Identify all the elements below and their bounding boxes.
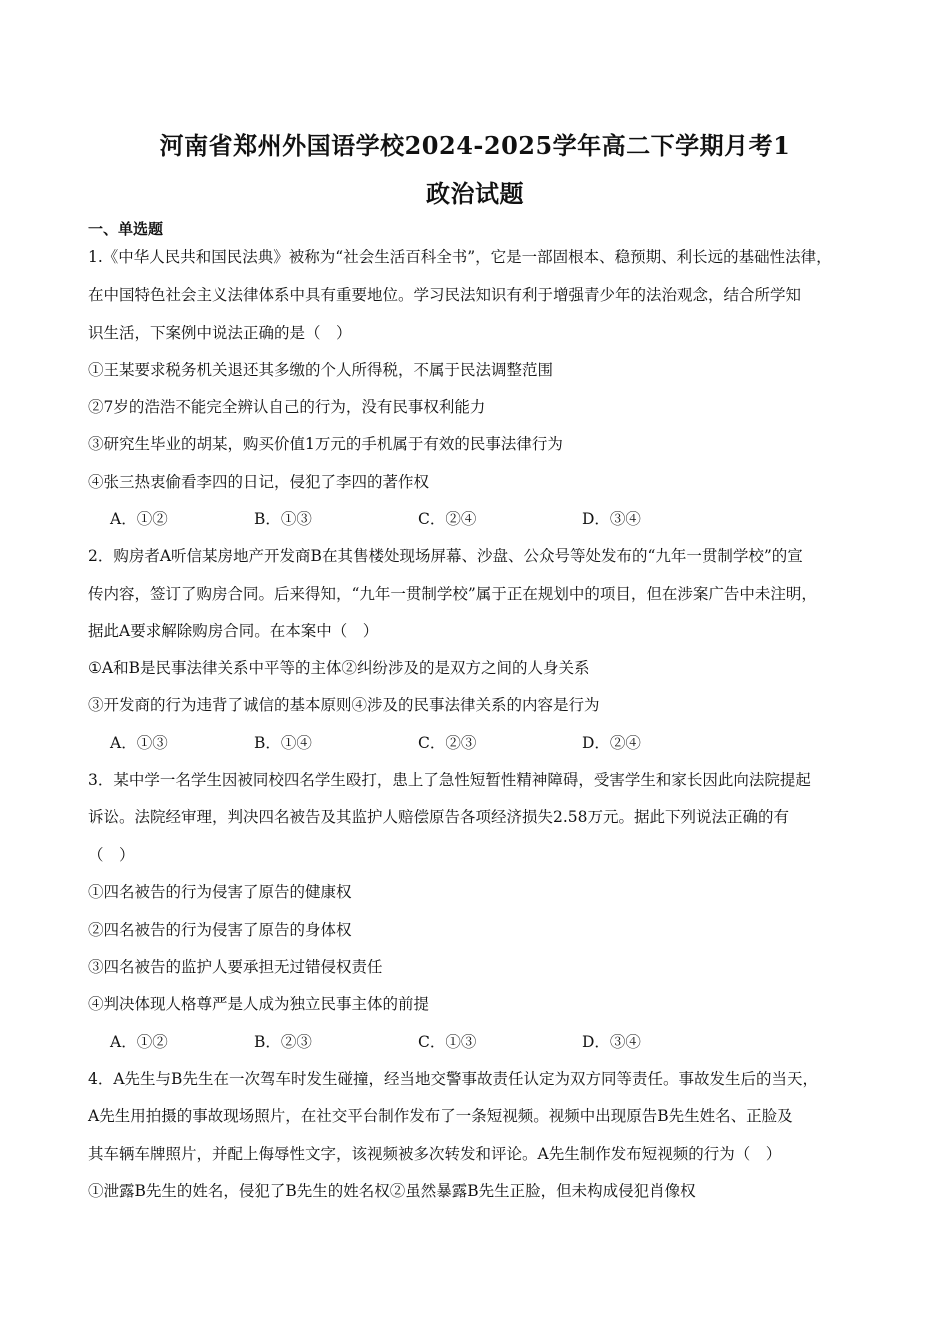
q1-option-c[interactable]: C．②④ bbox=[418, 510, 477, 528]
q3-stem-line-1: 3．某中学一名学生因被同校四名学生殴打，患上了急性短暂性精神障碍，受害学生和家长因此向法院提起 bbox=[88, 771, 811, 789]
q4-stem-line-2: A先生用拍摄的事故现场照片，在社交平台制作发布了一条短视频。视频中出现原告B先生姓名、正脸及 bbox=[88, 1107, 793, 1125]
q3-statement-2: ②四名被告的行为侵害了原告的身体权 bbox=[88, 921, 352, 939]
q2-option-d[interactable]: D．②④ bbox=[582, 734, 641, 752]
q3-statement-3: ③四名被告的监护人要承担无过错侵权责任 bbox=[88, 958, 383, 976]
q3-stem-line-3: （ ） bbox=[88, 846, 135, 864]
q1-option-d[interactable]: D．③④ bbox=[582, 510, 641, 528]
q3-statement-4: ④判决体现人格尊严是人成为独立民事主体的前提 bbox=[88, 995, 430, 1013]
q2-statement-1: ①A和B是民事法律关系中平等的主体②纠纷涉及的是双方之间的人身关系 bbox=[88, 659, 590, 677]
q2-option-c[interactable]: C．②③ bbox=[418, 734, 477, 752]
q2-option-a[interactable]: A．①③ bbox=[110, 734, 168, 752]
q3-stem-line-2: 诉讼。法院经审理，判决四名被告及其监护人赔偿原告各项经济损失2.58万元。据此下列说法正确的有 bbox=[88, 808, 790, 826]
q2-stem-line-1: 2．购房者A听信某房地产开发商B在其售楼处现场屏幕、沙盘、公众号等处发布的“九年一贯制学校”的宣 bbox=[88, 547, 803, 565]
q1-statement-4: ④张三热衷偷看李四的日记，侵犯了李四的著作权 bbox=[88, 473, 430, 491]
q2-option-b[interactable]: B．①④ bbox=[254, 734, 312, 752]
q1-statement-3: ③研究生毕业的胡某，购买价值1万元的手机属于有效的民事法律行为 bbox=[88, 435, 563, 453]
q3-option-c[interactable]: C．①③ bbox=[418, 1033, 477, 1051]
q1-stem-line-3: 识生活，下案例中说法正确的是（ ） bbox=[88, 324, 352, 342]
q2-stem-line-2: 传内容，签订了购房合同。后来得知，“九年一贯制学校”属于正在规划中的项目，但在涉案广告中未注明， bbox=[88, 585, 817, 603]
q2-statement-2: ③开发商的行为违背了诚信的基本原则④涉及的民事法律关系的内容是行为 bbox=[88, 696, 600, 714]
q2-stem-line-3: 据此A要求解除购房合同。在本案中（ ） bbox=[88, 622, 379, 640]
exam-title: 河南省郑州外国语学校2024-2025学年高二下学期月考1 bbox=[159, 131, 791, 160]
q1-option-a[interactable]: A．①② bbox=[110, 510, 168, 528]
q1-stem-line-1: 1.《中华人民共和国民法典》被称为“社会生活百科全书”，它是一部固根本、稳预期、利长远的基础性法律， bbox=[88, 248, 832, 266]
section-heading: 一、单选题 bbox=[88, 220, 164, 238]
exam-subtitle: 政治试题 bbox=[426, 179, 524, 208]
q3-statement-1: ①四名被告的行为侵害了原告的健康权 bbox=[88, 883, 352, 901]
q1-statement-1: ①王某要求税务机关退还其多缴的个人所得税，不属于民法调整范围 bbox=[88, 361, 554, 379]
q3-option-b[interactable]: B．②③ bbox=[254, 1033, 312, 1051]
q1-statement-2: ②7岁的浩浩不能完全辨认自己的行为，没有民事权利能力 bbox=[88, 398, 486, 416]
q4-statement-1: ①泄露B先生的姓名，侵犯了B先生的姓名权②虽然暴露B先生正脸，但未构成侵犯肖像权 bbox=[88, 1182, 696, 1200]
q1-stem-line-2: 在中国特色社会主义法律体系中具有重要地位。学习民法知识有利于增强青少年的法治观念，结合所学知 bbox=[88, 286, 802, 304]
q3-option-a[interactable]: A．①② bbox=[110, 1033, 168, 1051]
q4-stem-line-3: 其车辆车牌照片，并配上侮辱性文字，该视频被多次转发和评论。A先生制作发布短视频的行为（ ） bbox=[88, 1145, 782, 1163]
q3-option-d[interactable]: D．③④ bbox=[582, 1033, 641, 1051]
q4-stem-line-1: 4．A先生与B先生在一次驾车时发生碰撞，经当地交警事故责任认定为双方同等责任。事故发生后的当天， bbox=[88, 1070, 818, 1088]
q1-option-b[interactable]: B．①③ bbox=[254, 510, 312, 528]
